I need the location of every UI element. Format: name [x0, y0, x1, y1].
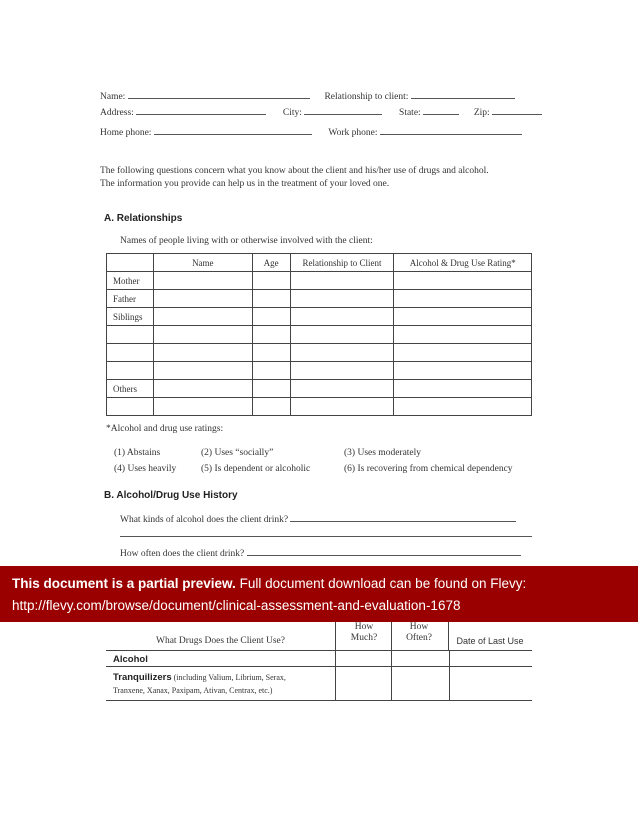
rating-6: (6) Is recovering from chemical dependency	[344, 464, 513, 474]
zip-label: Zip:	[473, 108, 490, 118]
row-tranquilizers	[113, 672, 286, 683]
col-age: Age	[252, 254, 290, 272]
address-label: Address:	[100, 108, 134, 118]
home-phone-field[interactable]	[154, 125, 312, 135]
section-a-subtitle: Names of people living with or otherwise involved with the client:	[120, 236, 373, 246]
rating-1: (1) Abstains	[114, 448, 161, 458]
row-label: Others	[107, 380, 154, 398]
row-label: Father	[107, 290, 154, 308]
table-row	[107, 380, 532, 398]
table-row	[107, 344, 532, 362]
banner-rest: Full document download can be found on Flevy:	[239, 576, 527, 591]
col-relationship: Relationship to Client	[290, 254, 394, 272]
rating-3: (3) Uses moderately	[344, 448, 422, 458]
table-row	[107, 326, 532, 344]
question-kinds-text: What kinds of alcohol does the client drink?	[120, 515, 289, 525]
tranquilizers-rest: (including Valium, Librium, Serax,	[171, 673, 286, 682]
question-kinds	[120, 512, 516, 525]
section-b-title: B. Alcohol/Drug Use History	[104, 490, 238, 501]
col-last-use: Date of Last Use	[456, 636, 524, 646]
answer-line[interactable]	[120, 536, 532, 537]
city-field[interactable]	[304, 105, 382, 115]
question-kinds-field[interactable]	[290, 512, 516, 522]
col-name: Name	[153, 254, 252, 272]
row-label: Siblings	[107, 308, 154, 326]
contact-row-2	[100, 105, 532, 118]
ratings-title: *Alcohol and drug use ratings:	[106, 424, 224, 434]
rating-4: (4) Uses heavily	[114, 464, 177, 474]
question-often-field[interactable]	[247, 546, 521, 556]
tranquilizers-line2: Tranxene, Xanax, Paxipam, Ativan, Centrax, etc.)	[113, 686, 273, 695]
work-phone-field[interactable]	[380, 125, 522, 135]
contact-row-1	[100, 89, 532, 102]
col-rating: Alcohol & Drug Use Rating*	[394, 254, 532, 272]
relationships-table	[106, 253, 532, 416]
intro-line-2: The information you provide can help us in the treatment of your loved one.	[100, 179, 390, 189]
banner-line-1	[12, 576, 526, 591]
state-label: State:	[399, 108, 421, 118]
table-row	[107, 362, 532, 380]
banner-bold: This document is a partial preview.	[12, 576, 236, 591]
contact-row-3	[100, 125, 532, 138]
tranquilizers-label: Tranquilizers	[113, 672, 172, 683]
table-header-row	[107, 254, 532, 272]
rating-2: (2) Uses “socially”	[201, 448, 274, 458]
home-phone-label: Home phone:	[100, 128, 152, 138]
state-field[interactable]	[423, 105, 459, 115]
banner-url-link[interactable]: http://flevy.com/browse/document/clinical-assessment-and-evaluation-1678	[12, 598, 461, 613]
question-often-text: How often does the client drink?	[120, 549, 245, 559]
row-label	[107, 362, 154, 380]
drugs-table	[106, 622, 532, 700]
col-drugs: What Drugs Does the Client Use?	[155, 636, 285, 646]
work-phone-label: Work phone:	[328, 128, 378, 138]
row-label	[107, 326, 154, 344]
city-label: City:	[282, 108, 302, 118]
section-a-title: A. Relationships	[104, 213, 183, 224]
row-alcohol: Alcohol	[113, 654, 148, 665]
zip-field[interactable]	[492, 105, 542, 115]
table-row	[107, 398, 532, 416]
col-how-often: How Often?	[406, 622, 432, 643]
relationship-field[interactable]	[411, 89, 515, 99]
relationship-label: Relationship to client:	[324, 92, 409, 102]
table-row	[107, 308, 532, 326]
intro-line-1: The following questions concern what you know about the client and his/her use of drugs and alcohol.	[100, 166, 489, 176]
table-row	[107, 290, 532, 308]
question-often	[120, 546, 521, 559]
name-field[interactable]	[128, 89, 310, 99]
name-label: Name:	[100, 92, 126, 102]
row-label	[107, 344, 154, 362]
address-field[interactable]	[136, 105, 266, 115]
row-label: Mother	[107, 272, 154, 290]
table-row	[107, 272, 532, 290]
rating-5: (5) Is dependent or alcoholic	[201, 464, 311, 474]
preview-banner	[0, 566, 638, 622]
row-label	[107, 398, 154, 416]
col-how-much: How Much?	[350, 622, 378, 643]
